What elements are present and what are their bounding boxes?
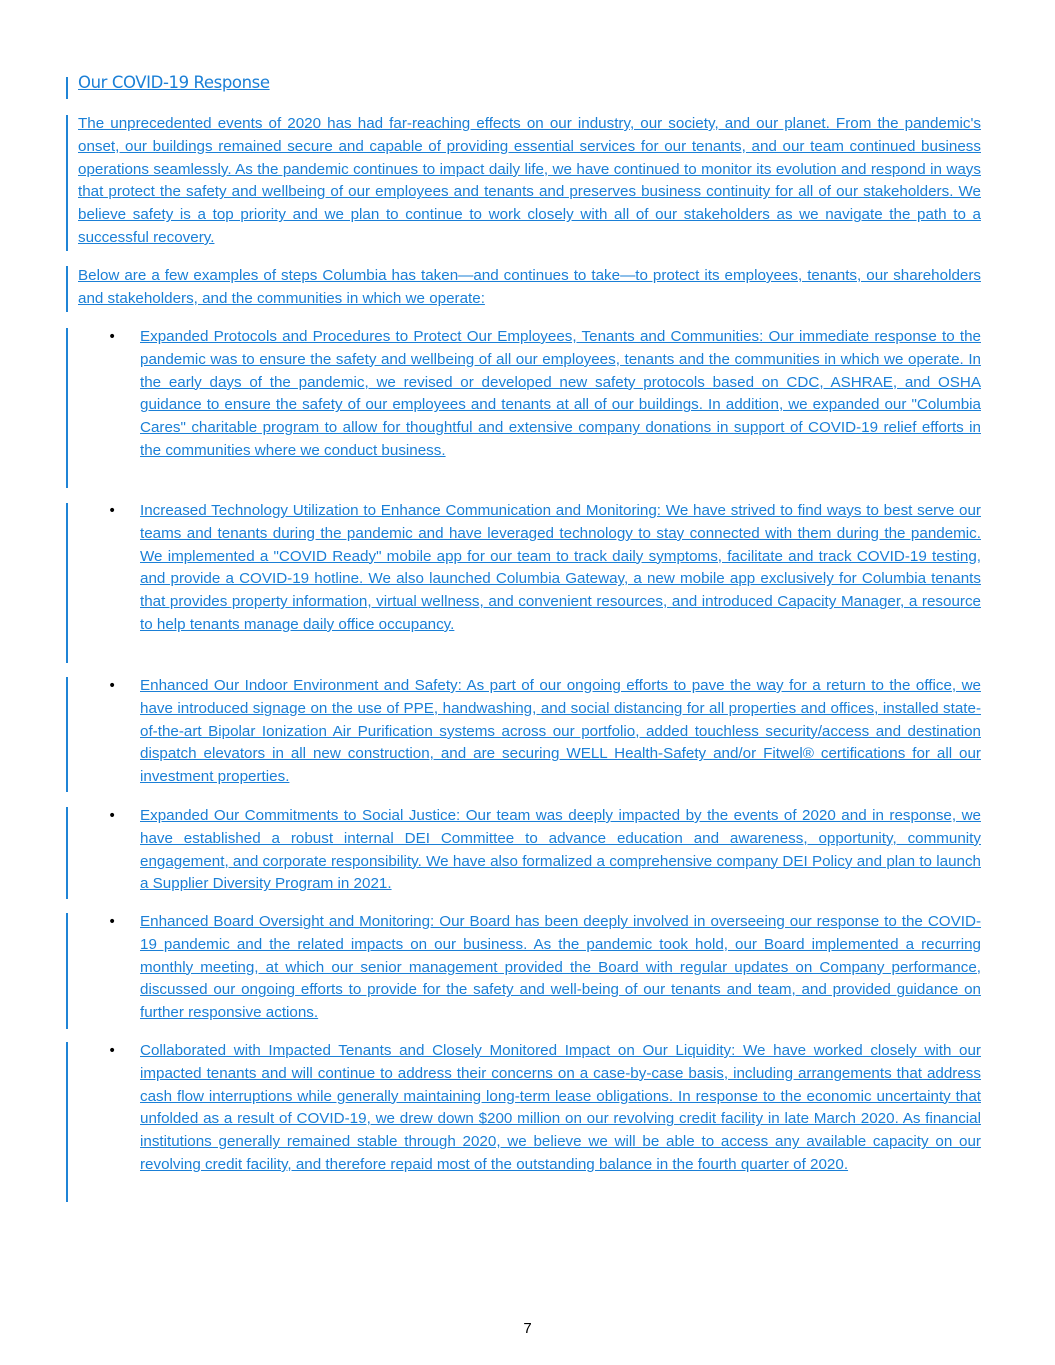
change-bar <box>66 266 68 312</box>
bullet-icon: • <box>108 503 117 519</box>
change-bar <box>66 913 68 1029</box>
change-bar <box>66 677 68 792</box>
change-bar <box>66 328 68 488</box>
bullet-item[interactable]: Enhanced Our Indoor Environment and Safety: As part of our ongoing efforts to pave the way for a return to the office, we have introduced signage on the use of PPE, handwashing, and social distancing for all properties and offices, installed state-of-the-art Bipolar Ionization Air Purification systems across our portfolio, added touchless security/access and destination dispatch elevators in all new construction, and are securing WELL Health-Safety and/or Fitwel® certifications for all our investment properties. <box>140 677 981 786</box>
change-bar <box>66 115 68 251</box>
page-number: 7 <box>523 1320 532 1337</box>
bullet-icon: • <box>108 914 117 930</box>
change-bar <box>66 77 68 99</box>
intro-paragraph[interactable]: Below are a few examples of steps Columbia has taken—and continues to take—to protect its employees, tenants, our shareholders and stakeholders, and the communities in which we operate: <box>78 267 981 307</box>
bullet-icon: • <box>108 1043 117 1059</box>
change-bar <box>66 503 68 663</box>
intro-paragraph[interactable]: The unprecedented events of 2020 has had far-reaching effects on our industry, our society, and our planet. From the pandemic's onset, our buildings remained secure and capable of providing essential services for our tenants, and our team continued business operations seamlessly. As the pandemic continues to impact daily life, we have continued to monitor its evolution and respond in ways that protect the safety and wellbeing of our employees and tenants and preserves business continuity for all of our stakeholders. We believe safety is a top priority and we plan to continue to work closely with all of our stakeholders as we navigate the path to a successful recovery. <box>78 115 981 246</box>
bullet-item[interactable]: Increased Technology Utilization to Enhance Communication and Monitoring: We have strived to find ways to best serve our teams and tenants during the pandemic and have leveraged technology to stay connected with them during the pandemic. We implemented a "COVID Ready" mobile app for our team to track daily symptoms, facilitate and track COVID-19 testing, and provide a COVID-19 hotline. We also launched Columbia Gateway, a new mobile app exclusively for Columbia tenants that provides property information, virtual wellness, and convenient resources, and introduced Capacity Manager, a resource to help tenants manage daily office occupancy. <box>140 502 981 633</box>
section-heading[interactable]: Our COVID-19 Response <box>78 73 270 92</box>
change-bar <box>66 807 68 899</box>
bullet-item[interactable]: Expanded Protocols and Procedures to Protect Our Employees, Tenants and Communities: Our immediate response to the pandemic was to ensure the safety and wellbeing of all our employees, tenants and the communities in which we operate. In the early days of the pandemic, we revised or developed new safety protocols based on CDC, ASHRAE, and OSHA guidance to ensure the safety of our employees and tenants at all of our buildings. In addition, we expanded our "Columbia Cares" charitable program to allow for thoughtful and extensive company donations in support of COVID-19 relief efforts in the communities where we conduct business. <box>140 328 981 459</box>
bullet-icon: • <box>108 329 117 345</box>
bullet-icon: • <box>108 808 117 824</box>
bullet-icon: • <box>108 678 117 694</box>
change-bar <box>66 1042 68 1202</box>
bullet-item[interactable]: Enhanced Board Oversight and Monitoring: Our Board has been deeply involved in overseeing our response to the COVID-19 pandemic and the related impacts on our business. As the pandemic took hold, our Board implemented a recurring monthly meeting, at which our senior management provided the Board with regular updates on Company performance, discussed our ongoing efforts to provide for the safety and well-being of our tenants and team, and provided guidance on further responsive actions. <box>140 913 981 1022</box>
bullet-item[interactable]: Collaborated with Impacted Tenants and Closely Monitored Impact on Our Liquidity: We have worked closely with our impacted tenants and will continue to address their concerns on a case-by-case basis, including arrangements that address cash flow interruptions while generally maintaining long-term lease obligations. In response to the economic uncertainty that unfolded as a result of COVID-19, we drew down $200 million on our revolving credit facility in late March 2020. As financial institutions generally remained stable through 2020, we believe we will be able to access any available capacity on our revolving credit facility, and therefore repaid most of the outstanding balance in the fourth quarter of 2020. <box>140 1042 981 1173</box>
bullet-item[interactable]: Expanded Our Commitments to Social Justice: Our team was deeply impacted by the events of 2020 and in response, we have established a robust internal DEI Committee to advance education and awareness, opportunity, community engagement, and corporate responsibility. We have also formalized a comprehensive company DEI Policy and plan to launch a Supplier Diversity Program in 2021. <box>140 807 981 893</box>
